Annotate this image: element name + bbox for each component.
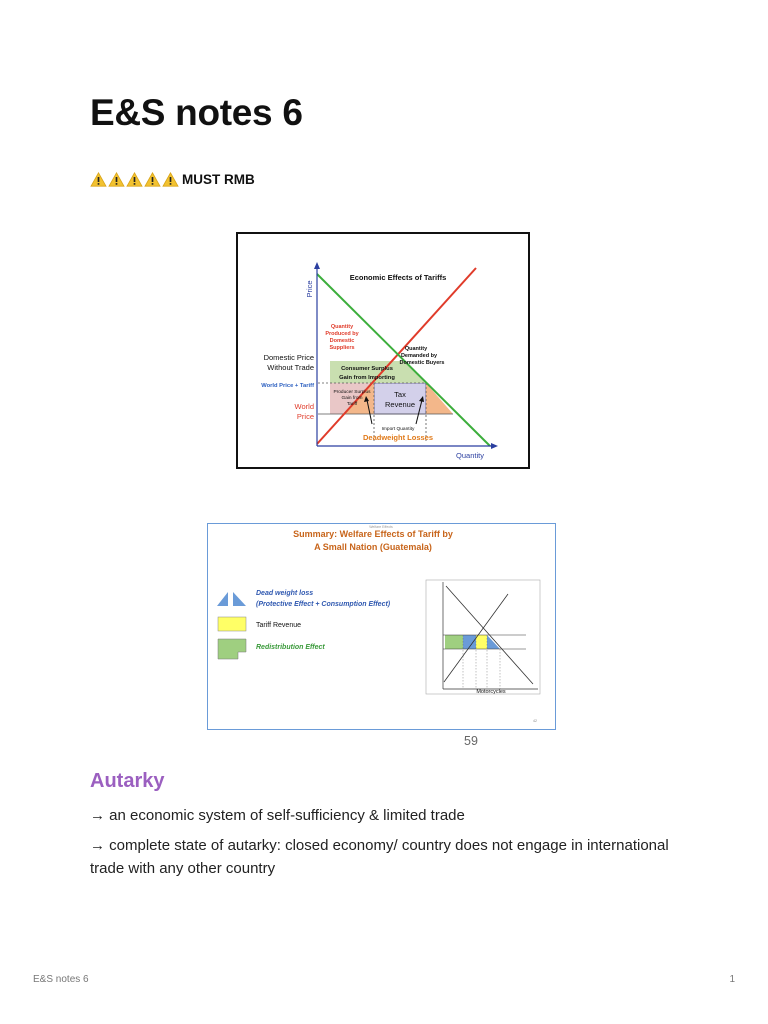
world-price-tariff-label: World Price + Tariff [261, 383, 314, 389]
slide-title-line1: Summary: Welfare Effects of Tariff by [293, 529, 453, 539]
warning-icon [126, 172, 143, 187]
footer-page-number: 1 [729, 974, 735, 985]
qty-demanded-label-2: Demanded by [400, 353, 438, 359]
y-axis-arrow [314, 262, 320, 269]
welfare-effects-diagram [208, 524, 554, 728]
qty-domestic-label-4: Suppliers [329, 345, 355, 351]
warning-icon [90, 172, 107, 187]
tariff-legend-label: Tariff Revenue [256, 622, 302, 629]
domestic-price-label-line2: Without Trade [267, 363, 314, 372]
deadweight-label: Deadweight Losses [362, 433, 434, 442]
tariff-legend-icon [218, 617, 246, 631]
dwl-legend-label: Dead weight loss [256, 590, 314, 597]
section-heading: Autarky [90, 770, 165, 792]
tax-revenue-label-2: Revenue [384, 400, 416, 409]
producer-surplus-label: Producer Surplus [333, 390, 371, 395]
bullet-1: → an economic system of self-sufficiency & limited trade [90, 807, 465, 824]
world-price-label: World [294, 402, 314, 411]
warning-icon [108, 172, 125, 187]
tax-revenue-label: Tax [394, 390, 406, 399]
consumer-surplus-label: Consumer Surplus [341, 366, 393, 372]
warning-icons [90, 172, 180, 187]
x-axis-label: Quantity [456, 451, 484, 460]
tariff-revenue-area [476, 635, 487, 649]
qty-domestic-label-2: Produced by [325, 331, 359, 337]
page-number: 59 [464, 734, 478, 748]
page-title: E&S notes 6 [90, 92, 303, 133]
warning-row [90, 172, 255, 187]
dwl-legend-icon [217, 592, 228, 606]
consumer-surplus-label-2: Gain from Importing [339, 375, 395, 381]
qty-demanded-label: Quantity [404, 346, 428, 352]
footer-title: E&S notes 6 [33, 974, 89, 985]
import-quantity-label: Import Quantity [381, 427, 415, 432]
small-x-axis-label: Motorcycles [476, 689, 506, 695]
qty-demanded-label-3: Domestic Buyers [399, 360, 445, 366]
tariff-effects-diagram [238, 234, 528, 467]
x-axis-arrow [491, 443, 498, 449]
slide-number: 42 [533, 719, 537, 723]
bullet-2: → complete state of autarky: closed economy/ country does not engage in international trade with any other country [90, 837, 669, 877]
domestic-price-label: Domestic Price [263, 353, 314, 362]
warning-text: MUST RMB [182, 172, 255, 187]
welfare-effects-slide [207, 523, 556, 730]
slide-header-small: Welfare Effects [369, 525, 393, 529]
warning-icon [144, 172, 161, 187]
figure1-title: Economic Effects of Tariffs [349, 273, 447, 282]
dwl-legend-icon-2 [233, 592, 246, 606]
dwl-legend-label-2: (Protective Effect + Consumption Effect) [256, 601, 391, 608]
qty-domestic-label-3: Domestic [329, 338, 355, 344]
redistribution-legend-label: Redistribution Effect [256, 644, 325, 651]
producer-surplus-label-3: Tariff [346, 402, 358, 407]
qty-domestic-label: Quantity [330, 324, 354, 330]
producer-surplus-label-2: Gain from [341, 396, 363, 401]
warning-icon [162, 172, 179, 187]
supply-curve [317, 268, 476, 444]
tariff-effects-figure [236, 232, 530, 469]
slide-title-line2: A Small Nation (Guatemala) [314, 542, 432, 552]
y-axis-label: Price [305, 280, 314, 298]
redistribution-legend-icon [218, 639, 246, 659]
redistribution-area [445, 635, 463, 649]
world-price-label-line2: Price [296, 412, 314, 421]
